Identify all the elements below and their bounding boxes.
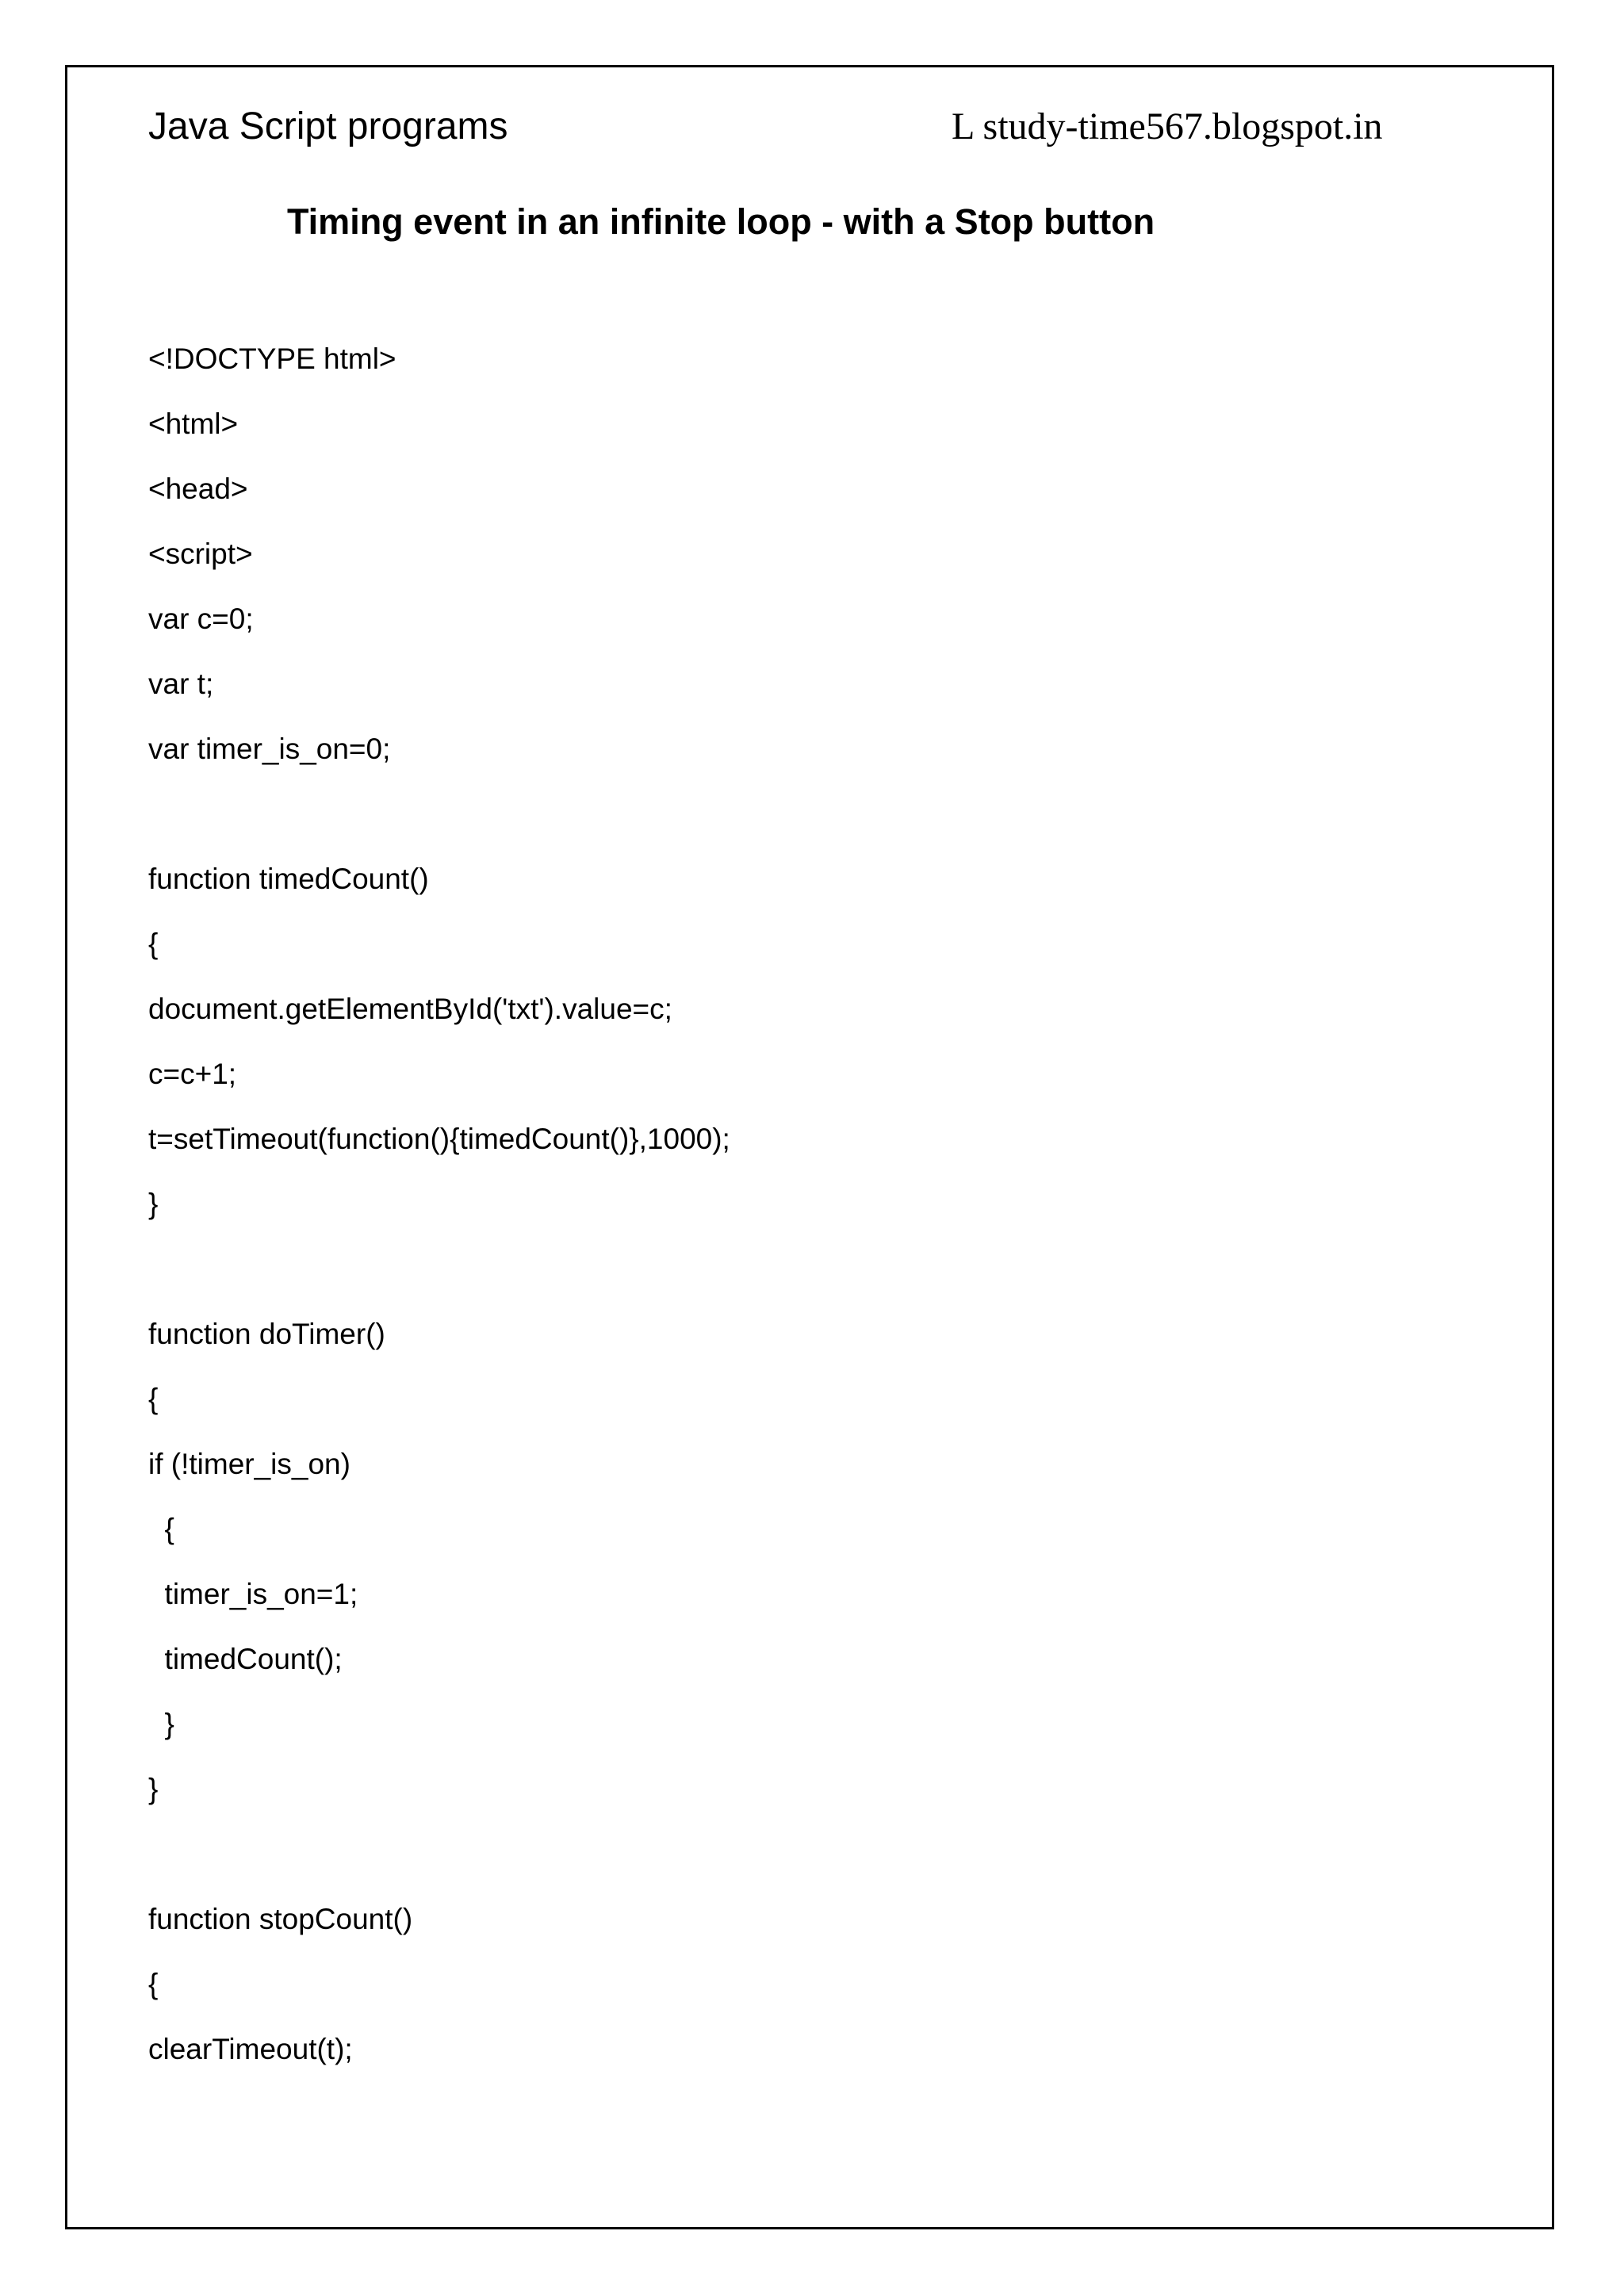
code-line: {	[148, 1513, 174, 1545]
code-line: <script>	[148, 538, 253, 570]
code-line: }	[148, 1708, 174, 1740]
header-title: Java Script programs	[148, 105, 508, 147]
code-blank-line	[148, 794, 730, 859]
code-line: <head>	[148, 473, 248, 505]
code-line: {	[148, 1383, 159, 1415]
code-blank-line	[148, 1835, 730, 1900]
code-line: var t;	[148, 668, 214, 700]
code-line: var c=0;	[148, 603, 254, 635]
code-line: document.getElementById('txt').value=c;	[148, 993, 672, 1025]
header-blog-url: L study-time567.blogspot.in	[952, 105, 1383, 147]
code-line: <html>	[148, 408, 239, 440]
code-line: timedCount();	[148, 1643, 343, 1675]
code-line: {	[148, 928, 159, 960]
code-line: c=c+1;	[148, 1058, 237, 1090]
code-line: t=setTimeout(function(){timedCount()},1000);	[148, 1123, 730, 1155]
code-listing	[148, 339, 730, 2095]
code-line: var timer_is_on=0;	[148, 733, 391, 765]
code-blank-line	[148, 1249, 730, 1314]
code-line: clearTimeout(t);	[148, 2033, 353, 2065]
page-title: Timing event in an infinite loop - with a Stop button	[287, 201, 1155, 242]
code-line: }	[148, 1773, 159, 1805]
code-line: function doTimer()	[148, 1318, 385, 1350]
code-line: timer_is_on=1;	[148, 1578, 358, 1610]
code-line: }	[148, 1188, 159, 1220]
code-line: function timedCount()	[148, 863, 429, 895]
code-line: function stopCount()	[148, 1903, 413, 1935]
code-line: <!DOCTYPE html>	[148, 342, 396, 375]
code-line: {	[148, 1968, 159, 2000]
code-line: if (!timer_is_on)	[148, 1448, 350, 1480]
